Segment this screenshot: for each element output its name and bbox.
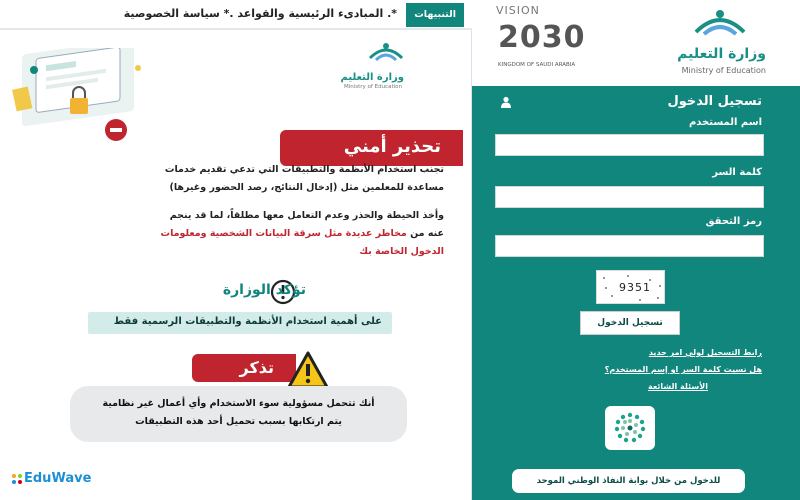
captcha-image (596, 270, 665, 304)
paragraph-2-line-1: وأخذ الحيطة والحذر وعدم التعامل معها مطلقاً، لما قد ينجم (169, 210, 444, 221)
note-line-2: يتم ارتكابها بسبب تحميل أحد هذه التطبيقات (135, 416, 342, 427)
faq-link[interactable]: الأسئلة الشائعة (648, 382, 708, 391)
eduwave-logo-text: EduWave (24, 471, 92, 486)
warning-triangle-icon (286, 350, 330, 390)
ministry-name-ar: وزارة التعليم (677, 46, 766, 62)
remember-title: تذكر (239, 358, 274, 377)
ministry-name-en: Ministry of Education (681, 66, 766, 75)
nafath-logo[interactable] (605, 406, 655, 450)
ministry-name-en: Ministry of Education (343, 84, 402, 90)
login-button[interactable]: تسجيل الدخول (580, 311, 680, 335)
ministry-logo (666, 6, 766, 78)
security-alert-card (8, 34, 464, 496)
risk-highlight-text: مخاطر عديدة مثل سرقة البيانات الشخصية ومعلومات (160, 228, 407, 239)
vision-label: VISION (496, 4, 540, 17)
official-apps-text: على أهمية استخدام الأنظمة والتطبيقات الرسمية فقط (113, 316, 382, 327)
paragraph-2-line-2 (161, 228, 444, 239)
ministry-emblem-icon (692, 6, 748, 42)
paragraph-2-line-3: الدخول الخاصة بك (359, 246, 444, 257)
ministry-confirms-title: تؤكد الوزارة (222, 282, 306, 298)
ministry-name-ar: وزارة التعليم (340, 72, 404, 83)
nafath-icon (613, 411, 647, 445)
verification-label: رمز التحقق (705, 216, 762, 227)
password-label: كلمة السر (712, 167, 762, 178)
ministry-logo-icon (366, 38, 406, 68)
username-label: اسم المستخدم (688, 117, 762, 128)
paragraph-2-text: عنه من (410, 228, 444, 239)
computer-security-illustration (12, 48, 152, 158)
password-input[interactable] (495, 186, 764, 208)
vision-kingdom: KINGDOM OF SAUDI ARABIA (498, 62, 576, 68)
vision-year: 2030 (498, 20, 586, 55)
ticker-text[interactable]: المبادىء الرئيسية والقواعد .* سياسة الخصوصية .* (123, 7, 397, 20)
ticker-badge: التنبيهات (406, 3, 464, 27)
nafath-login-button[interactable]: للدخول من خلال بوابة النفاذ الوطني الموحد (512, 469, 745, 493)
eduwave-logo-icon (10, 472, 24, 486)
responsibility-note (70, 386, 407, 442)
verification-input[interactable] (495, 235, 764, 257)
user-icon (500, 96, 512, 108)
security-warning-banner (280, 130, 463, 166)
vision-2030-logo (492, 4, 612, 80)
captcha-text: 9351 (619, 281, 651, 294)
username-input[interactable] (495, 134, 764, 156)
paragraph-1-line-1: تجنب استخدام الأنظمة والتطبيقات التي تدعي تقديم خدمات (164, 164, 444, 175)
paragraph-1-line-2: مساعدة للمعلمين مثل (إدخال النتائج، رصد الحضور وغيرها) (169, 182, 444, 193)
guardian-register-link[interactable]: رابط التسجيل لولي امر جديد (648, 348, 762, 357)
login-form (472, 86, 800, 500)
forgot-credentials-link[interactable]: هل نسيت كلمة السر او إسم المستخدم؟ (604, 365, 762, 374)
announcement-ticker (0, 0, 472, 30)
official-apps-highlight (88, 312, 392, 334)
banner-title: تحذير أمني (343, 136, 441, 157)
note-line-1: أنك تتحمل مسؤولية سوء الاستخدام وأي أعمال غير نظامية (102, 398, 375, 409)
remember-banner (192, 354, 296, 382)
logos-header (472, 0, 800, 86)
login-title: تسجيل الدخول (667, 94, 762, 109)
login-side-panel (472, 0, 800, 500)
